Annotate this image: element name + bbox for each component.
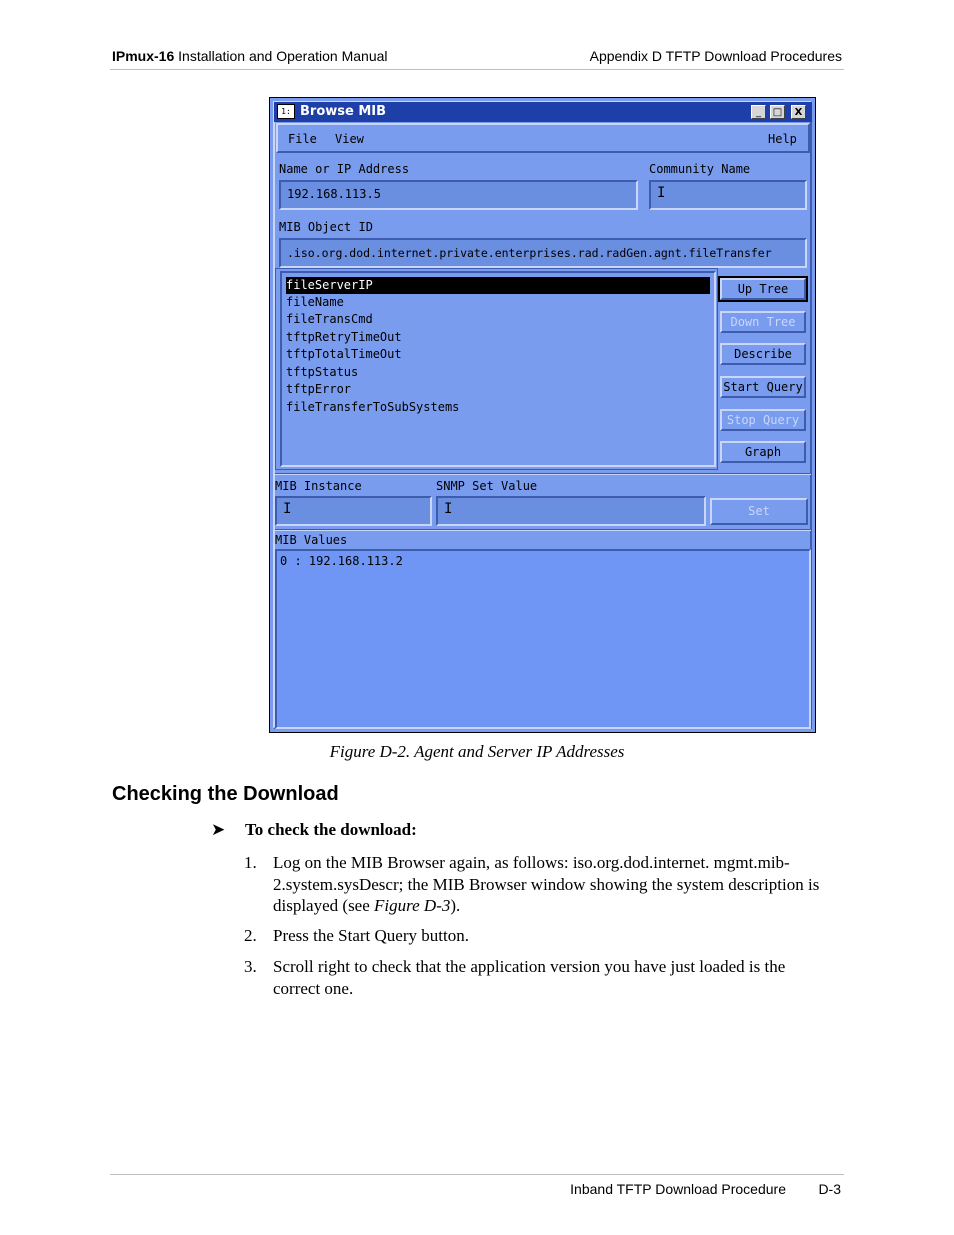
list-item[interactable]: tftpTotalTimeOut bbox=[286, 347, 402, 361]
text-cursor-icon: I bbox=[444, 501, 453, 517]
step-number: 1. bbox=[244, 853, 257, 872]
start-query-button[interactable]: Start Query bbox=[720, 376, 806, 398]
list-item-selected[interactable]: fileServerIP bbox=[286, 277, 710, 294]
manual-product-name: IPmux-16 bbox=[112, 48, 175, 64]
menu-view[interactable]: View bbox=[335, 132, 364, 146]
browse-mib-window bbox=[269, 97, 816, 733]
menu-help[interactable]: Help bbox=[768, 132, 797, 146]
name-or-ip-value: 192.168.113.5 bbox=[287, 187, 381, 201]
snmp-set-value-input[interactable] bbox=[436, 496, 706, 526]
step-item bbox=[244, 925, 834, 947]
header-rule bbox=[110, 69, 844, 70]
step-number: 3. bbox=[244, 957, 257, 976]
section-heading: Checking the Download bbox=[112, 783, 339, 805]
graph-button[interactable]: Graph bbox=[720, 441, 806, 463]
manual-title-rest: Installation and Operation Manual bbox=[174, 48, 388, 64]
divider bbox=[275, 529, 811, 531]
step-number: 2. bbox=[244, 926, 257, 945]
figure-reference: Figure D-3 bbox=[374, 896, 451, 915]
mib-instance-input[interactable] bbox=[275, 496, 432, 526]
menu-file[interactable]: File bbox=[288, 132, 317, 146]
arrow-icon: ➤ bbox=[211, 820, 226, 839]
snmp-set-value-label: SNMP Set Value bbox=[436, 479, 538, 493]
list-item[interactable]: tftpRetryTimeOut bbox=[286, 330, 402, 344]
window-titlebar[interactable] bbox=[274, 102, 812, 122]
mib-object-list[interactable] bbox=[280, 271, 716, 467]
figure-caption: Figure D-2. Agent and Server IP Addresses bbox=[329, 742, 625, 761]
step-text: Scroll right to check that the application version you have just loaded is the correct one. bbox=[273, 957, 786, 998]
mib-instance-label: MIB Instance bbox=[275, 479, 362, 493]
mib-object-id-input[interactable] bbox=[279, 238, 807, 268]
mib-values-text: 0 : 192.168.113.2 bbox=[280, 554, 403, 568]
footer-rule bbox=[110, 1174, 844, 1175]
list-item[interactable]: fileTransferToSubSystems bbox=[286, 400, 460, 414]
name-or-ip-label: Name or IP Address bbox=[279, 162, 410, 176]
stop-query-button[interactable]: Stop Query bbox=[720, 409, 806, 431]
mib-values-output[interactable] bbox=[275, 549, 811, 729]
mib-values-label: MIB Values bbox=[275, 533, 348, 547]
list-item[interactable]: tftpError bbox=[286, 382, 352, 396]
running-footer-title: Inband TFTP Download Procedure bbox=[570, 1181, 786, 1197]
describe-button[interactable]: Describe bbox=[720, 343, 806, 365]
up-tree-button[interactable]: Up Tree bbox=[720, 278, 806, 300]
step-item bbox=[244, 956, 834, 1000]
list-item[interactable]: fileName bbox=[286, 295, 344, 309]
running-header-title bbox=[112, 48, 388, 64]
text-cursor-icon: I bbox=[283, 501, 292, 517]
procedure-title: To check the download: bbox=[245, 820, 417, 839]
step-text bbox=[273, 852, 833, 917]
community-name-input[interactable] bbox=[649, 180, 807, 210]
maximize-button[interactable]: □ bbox=[770, 105, 785, 119]
menu-bar bbox=[276, 123, 810, 153]
mib-object-id-value: .iso.org.dod.internet.private.enterprises.rad.radGen.agnt.fileTransfer bbox=[287, 246, 772, 260]
step-text-part: ). bbox=[450, 896, 461, 915]
window-menu-icon[interactable]: 1: bbox=[277, 104, 295, 119]
close-button[interactable]: X bbox=[791, 105, 806, 119]
list-item[interactable]: tftpStatus bbox=[286, 365, 359, 379]
list-item[interactable]: fileTransCmd bbox=[286, 312, 373, 326]
step-text-part: Log on the MIB Browser again, as follows: iso.org.dod.internet. mgmt.mib-2.system.sysDescr; the MIB Browser window showing the system description is displayed (see bbox=[273, 853, 820, 915]
text-cursor-icon: I bbox=[657, 185, 666, 201]
community-name-label: Community Name bbox=[649, 162, 751, 176]
set-button[interactable]: Set bbox=[710, 498, 808, 525]
running-header-chapter: Appendix D TFTP Download Procedures bbox=[589, 48, 842, 64]
step-item bbox=[244, 852, 834, 918]
window-title: Browse MIB bbox=[300, 104, 387, 119]
mib-object-id-label: MIB Object ID bbox=[279, 220, 373, 234]
minimize-button[interactable]: _ bbox=[751, 105, 766, 119]
procedure-heading bbox=[211, 820, 417, 840]
step-text: Press the Start Query button. bbox=[273, 926, 469, 945]
down-tree-button[interactable]: Down Tree bbox=[720, 311, 806, 333]
page-number: D-3 bbox=[818, 1181, 841, 1197]
name-or-ip-input[interactable] bbox=[279, 180, 638, 210]
divider bbox=[275, 473, 811, 475]
